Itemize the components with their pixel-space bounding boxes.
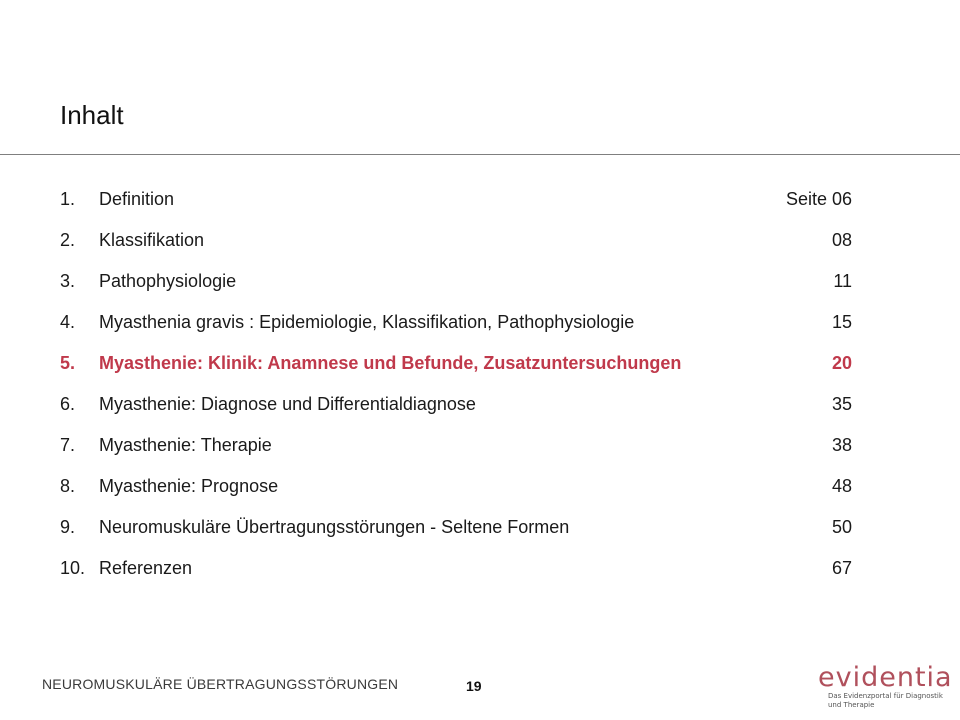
toc-item-5[interactable] — [60, 344, 852, 385]
toc-page: 20 — [831, 353, 852, 373]
toc-number: 9. — [60, 517, 76, 537]
toc-number: 1. — [60, 189, 76, 209]
toc-label: Myasthenie: Prognose — [99, 476, 279, 496]
toc-page: Seite 06 — [785, 189, 852, 209]
footer-section-label: NEUROMUSKULÄRE ÜBERTRAGUNGSSTÖRUNGEN — [42, 676, 399, 692]
toc-item-2[interactable] — [60, 221, 852, 262]
toc-page: 11 — [833, 271, 852, 291]
toc-label: Klassifikation — [99, 230, 205, 250]
slide-title: Inhalt — [60, 100, 124, 130]
toc-label: Definition — [99, 189, 175, 209]
toc-item-1[interactable] — [60, 180, 852, 221]
toc-number: 6. — [60, 394, 76, 414]
toc-number: 10. — [60, 558, 86, 578]
toc-page: 35 — [831, 394, 852, 414]
toc-label: Myasthenia gravis : Epidemiologie, Klassifikation, Pathophysiologie — [99, 312, 635, 332]
table-of-contents — [60, 180, 852, 590]
toc-number: 3. — [60, 271, 76, 291]
toc-item-7[interactable] — [60, 426, 852, 467]
toc-label: Referenzen — [99, 558, 193, 578]
toc-number: 5. — [60, 353, 76, 373]
title-divider — [0, 154, 960, 155]
toc-item-3[interactable] — [60, 262, 852, 303]
toc-number: 7. — [60, 435, 76, 455]
toc-page: 48 — [831, 476, 852, 496]
toc-page: 38 — [831, 435, 852, 455]
toc-page: 15 — [831, 312, 852, 332]
toc-item-4[interactable] — [60, 303, 852, 344]
toc-page: 67 — [831, 558, 852, 578]
evidentia-logo — [818, 662, 953, 710]
logo-wordmark: evidentia — [818, 662, 953, 693]
toc-item-6[interactable] — [60, 385, 852, 426]
toc-page: 08 — [831, 230, 852, 250]
toc-number: 4. — [60, 312, 76, 332]
toc-number: 2. — [60, 230, 76, 250]
toc-item-8[interactable] — [60, 467, 852, 508]
toc-label: Myasthenie: Diagnose und Differentialdiagnose — [99, 394, 476, 414]
toc-label: Myasthenie: Therapie — [99, 435, 272, 455]
toc-label: Pathophysiologie — [99, 271, 237, 291]
toc-label: Myasthenie: Klinik: Anamnese und Befunde, Zusatzuntersuchungen — [99, 353, 682, 373]
toc-number: 8. — [60, 476, 76, 496]
toc-page: 50 — [831, 517, 852, 537]
toc-label: Neuromuskuläre Übertragungsstörungen - Seltene Formen — [99, 517, 570, 537]
logo-tagline: Das Evidenzportal für Diagnostik und Therapie — [828, 692, 943, 709]
toc-item-10[interactable] — [60, 549, 852, 590]
toc-item-9[interactable] — [60, 508, 852, 549]
slide-page-number: 19 — [466, 678, 482, 694]
